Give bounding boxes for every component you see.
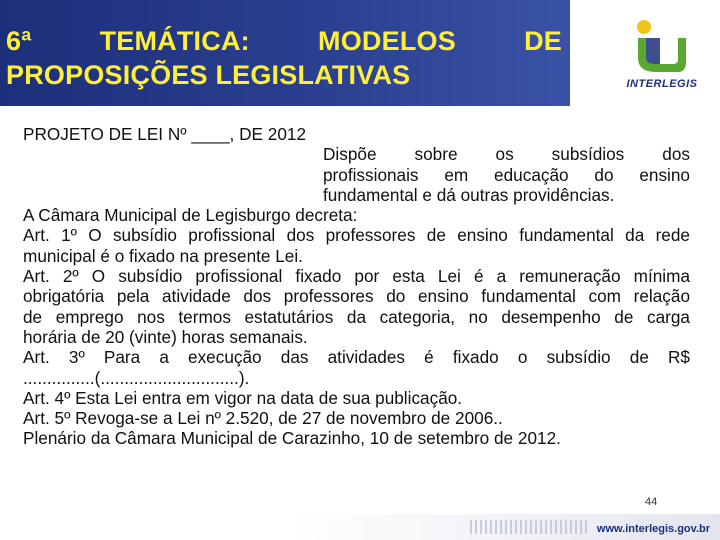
ementa-line: fundamental e dá outras providências. (323, 184, 615, 205)
article-1-line: Art. 1º O subsídio profissional dos professores de ensino fundamental da rede (23, 225, 690, 246)
article-2-line: obrigatória pela atividade dos professores do ensino fundamental com relação (23, 286, 690, 307)
slide-header (0, 0, 570, 106)
article-3-line: Art. 3º Para a execução das atividades é fixado o subsídio de R$ (23, 347, 690, 368)
document-heading: PROJETO DE LEI Nº ____, DE 2012 (23, 124, 306, 144)
title-word: 6ª (6, 26, 32, 56)
law-document (23, 124, 690, 449)
ementa (323, 144, 690, 205)
title-word: TEMÁTICA: (99, 26, 250, 56)
article-5-line: Art. 5º Revoga-se a Lei nº 2.520, de 27 de novembro de 2006.. (23, 408, 503, 429)
article-2-line: de emprego nos termos estatutários da categoria, no desempenho de carga (23, 306, 690, 327)
article-2-line: Art. 2º O subsídio profissional fixado por esta Lei é a remuneração mínima (23, 266, 690, 287)
article-3-line: ...............(.............................). (23, 367, 250, 388)
page-number: 44 (645, 496, 658, 508)
title-word: MODELOS (318, 26, 456, 56)
decree-line: A Câmara Municipal de Legisburgo decreta: (23, 205, 358, 226)
interlegis-logo (616, 18, 706, 98)
ementa-line: Dispõe sobre os subsídios dos (323, 144, 690, 165)
logo-mark-icon (616, 18, 706, 78)
footer-stripes (470, 520, 590, 534)
title-line-2: PROPOSIÇÕES LEGISLATIVAS (6, 60, 411, 90)
logo-text: INTERLEGIS (626, 78, 698, 90)
footer-url-link[interactable]: www.interlegis.gov.br (596, 523, 710, 535)
slide-title (6, 24, 562, 92)
article-2-line: horária de 20 (vinte) horas semanais. (23, 326, 308, 347)
article-4-line: Art. 4º Esta Lei entra em vigor na data de sua publicação. (23, 387, 463, 408)
title-line-1 (6, 24, 562, 58)
article-1-line: municipal é o fixado na presente Lei. (23, 245, 303, 266)
title-word: DE (524, 26, 562, 56)
ementa-line: profissionais em educação do ensino (323, 164, 690, 185)
closing-line: Plenário da Câmara Municipal de Carazinho, 10 de setembro de 2012. (23, 428, 561, 449)
